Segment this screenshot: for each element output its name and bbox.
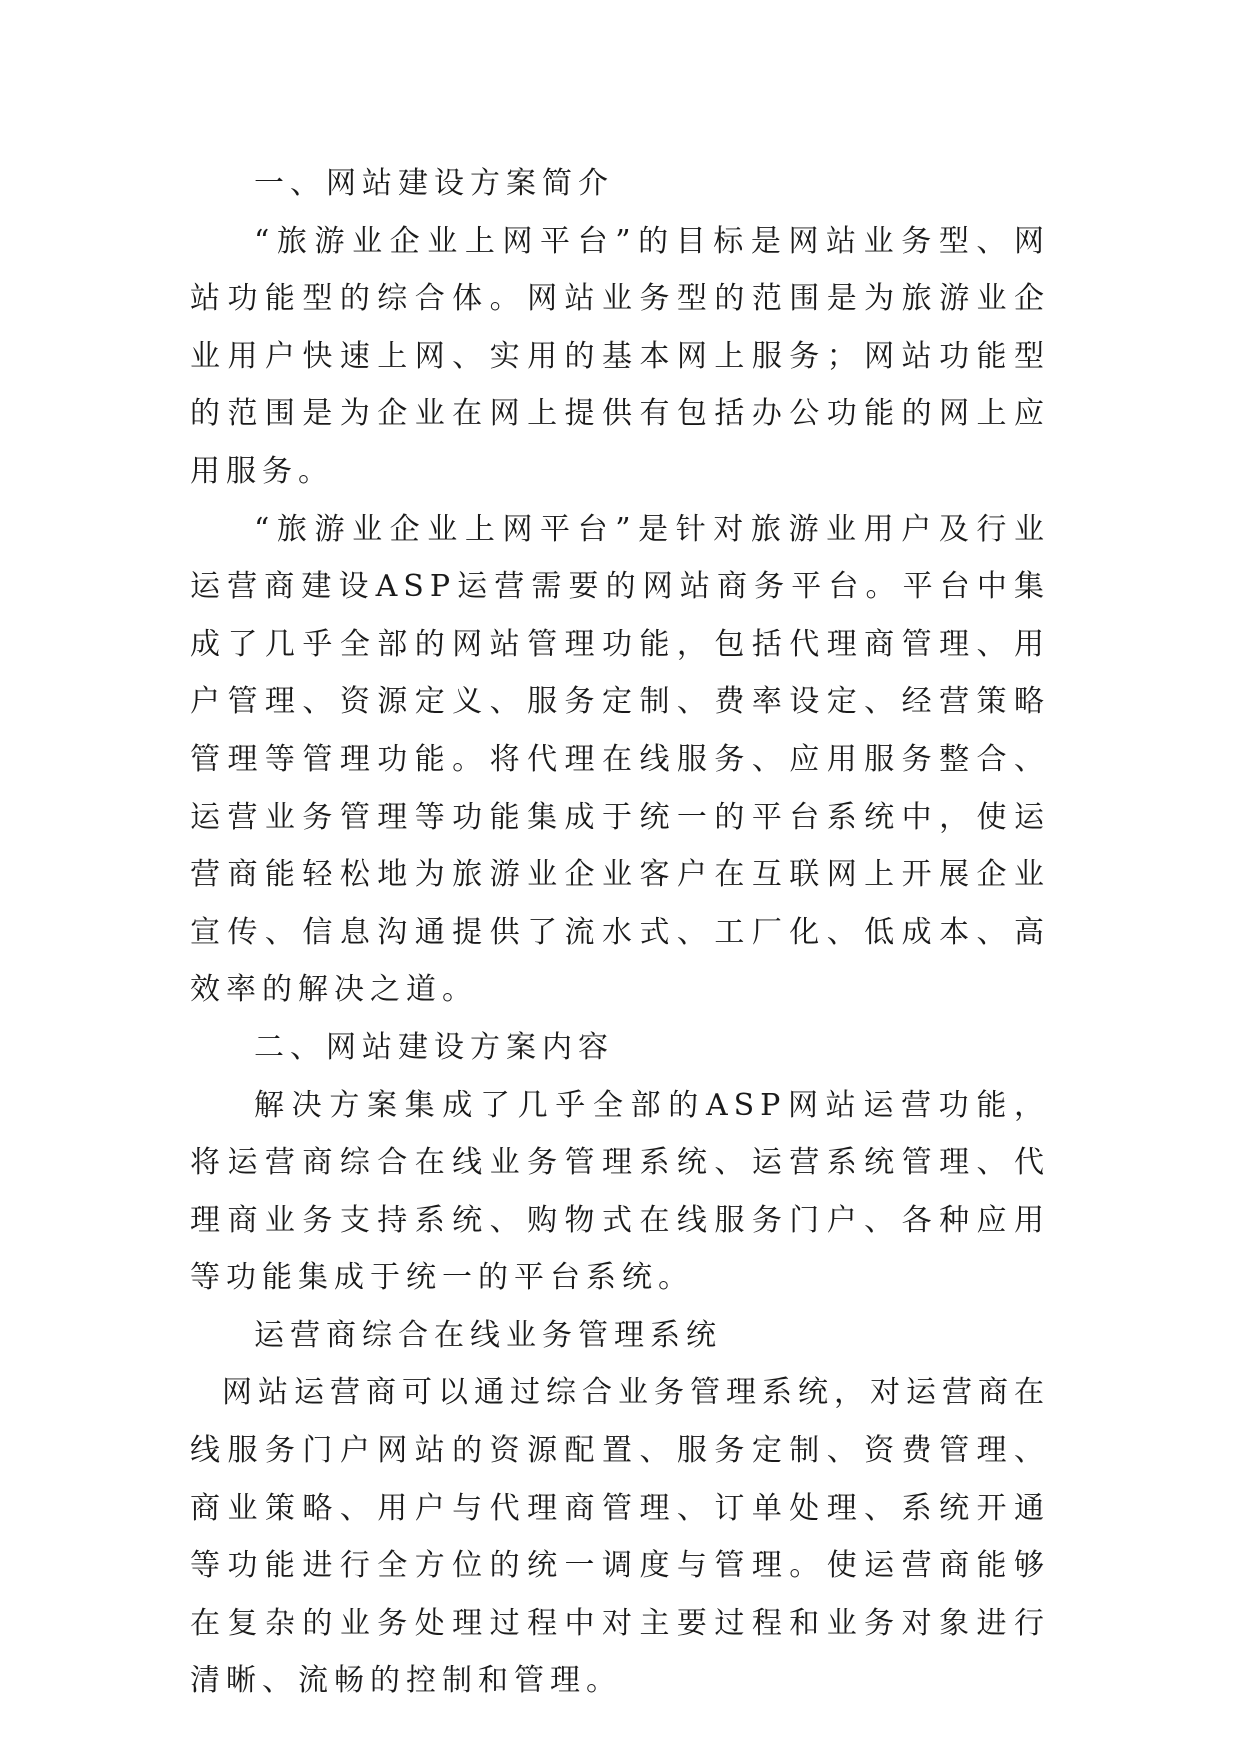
subheading-business-management-system: 运营商综合在线业务管理系统 <box>254 1317 722 1353</box>
section-heading-intro: 一、网站建设方案简介 <box>254 166 614 201</box>
section-heading-content: 二、网站建设方案内容 <box>254 1029 614 1065</box>
document-body <box>190 155 1050 1710</box>
paragraph-platform-description: “旅游业企业上网平台”是针对旅游业用户及行业运营商建设ASP运营需要的网站商务平台。平台中集成了几乎全部的网站管理功能，包括代理商管理、用户管理、资源定义、服务定制、费率设定、经营策略管理等管理功能。将代理在线服务、应用服务整合、运营业务管理等功能集成于统一的平台系统中，使运营商能轻松地为旅游业企业客户在互联网上开展企业宣传、信息沟通提供了流水式、工厂化、低成本、高效率的解决之道。 <box>190 511 1050 1008</box>
paragraph-platform-goal: “旅游业企业上网平台”的目标是网站业务型、网站功能型的综合体。网站业务型的范围是为旅游业企业用户快速上网、实用的基本网上服务；网站功能型的范围是为企业在网上提供有包括办公功能的网上应用服务。 <box>190 223 1050 489</box>
paragraph-business-management-details: 网站运营商可以通过综合业务管理系统，对运营商在线服务门户网站的资源配置、服务定制、资费管理、商业策略、用户与代理商管理、订单处理、系统开通等功能进行全方位的统一调度与管理。使运营商能够在复杂的业务处理过程中对主要过程和业务对象进行清晰、流畅的控制和管理。 <box>190 1375 1050 1699</box>
paragraph-solution-overview: 解决方案集成了几乎全部的ASP网站运营功能，将运营商综合在线业务管理系统、运营系统管理、代理商业务支持系统、购物式在线服务门户、各种应用等功能集成于统一的平台系统。 <box>190 1087 1050 1296</box>
